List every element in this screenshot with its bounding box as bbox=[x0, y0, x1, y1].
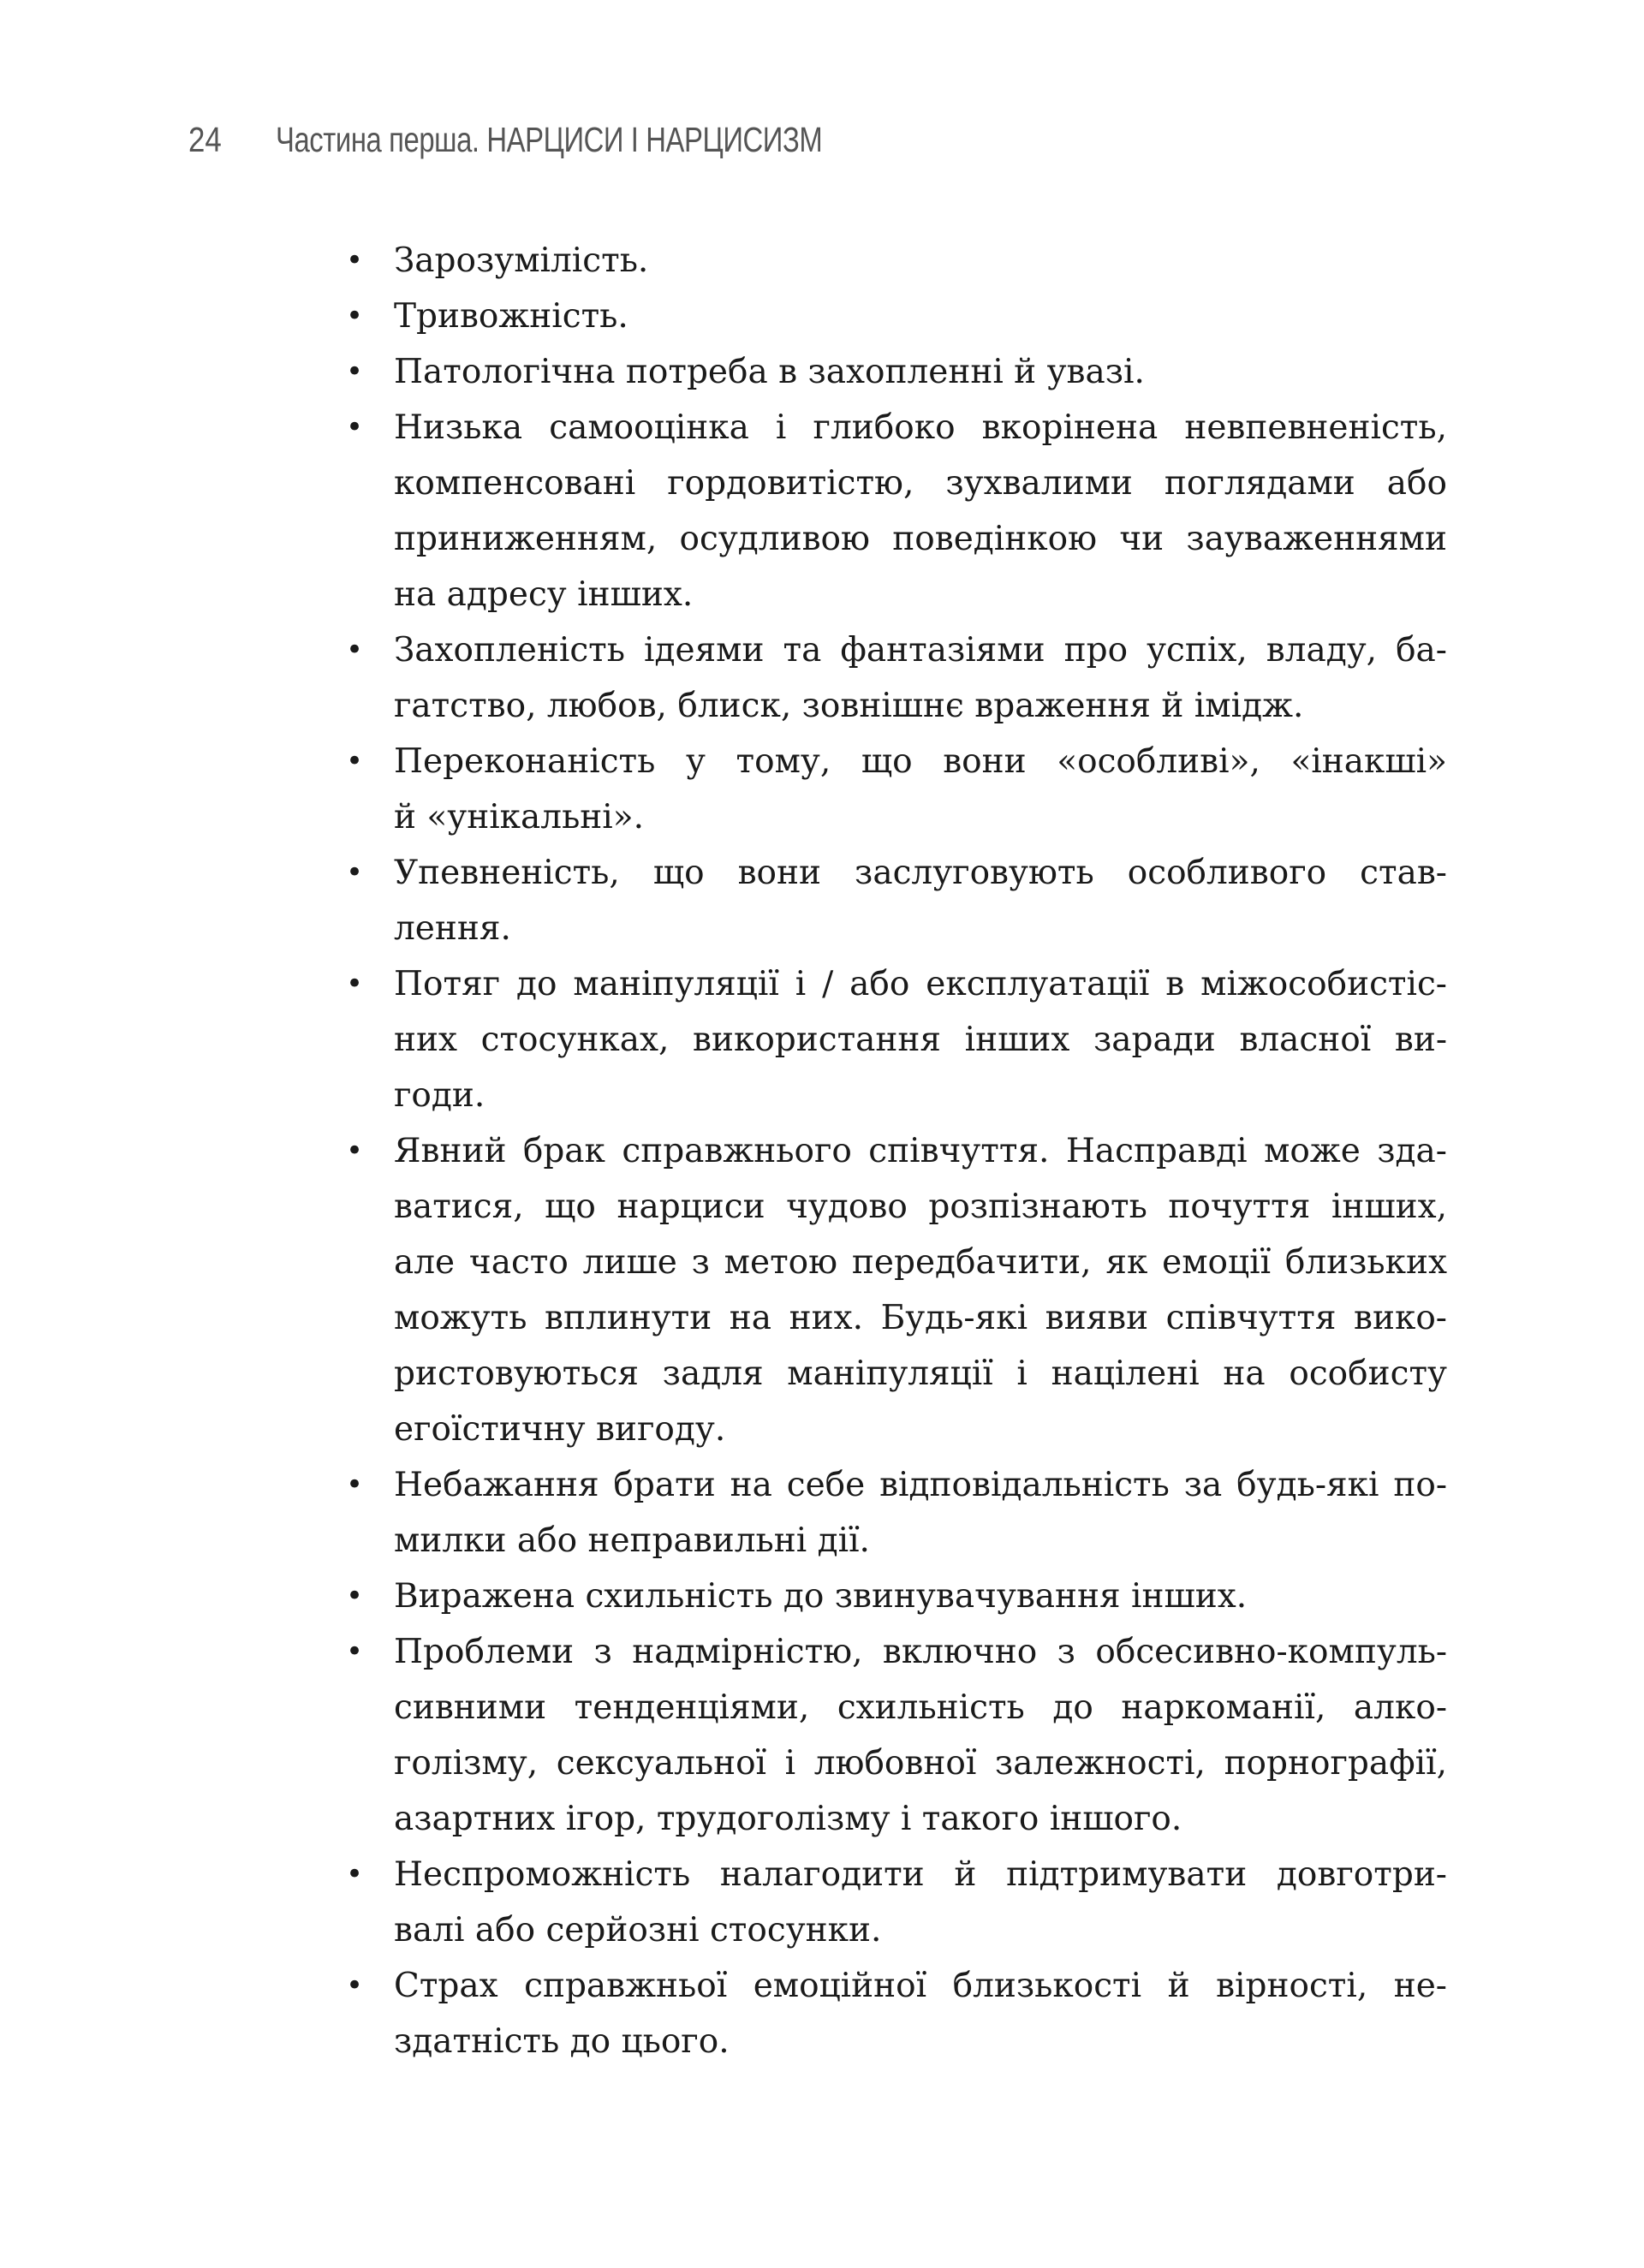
list-item bbox=[346, 1569, 1447, 1624]
list-item-line: Проблеми з надмірністю, включно з обсесивно-компуль- bbox=[394, 1633, 1447, 1671]
list-item-line: годи. bbox=[394, 1076, 485, 1115]
list-item-line: Упевненість, що вони заслуговують особливого став- bbox=[394, 854, 1447, 892]
list-item bbox=[346, 400, 1447, 622]
bullet-icon: • bbox=[346, 1579, 364, 1613]
list-item-line: милки або неправильні дії. bbox=[394, 1521, 870, 1560]
bullet-icon: • bbox=[346, 633, 364, 667]
bullet-icon: • bbox=[346, 354, 364, 389]
list-item-line: голізму, сексуальної і любовної залежності, порнографії, bbox=[394, 1744, 1447, 1783]
page-number: 24 bbox=[188, 120, 222, 159]
list-item bbox=[346, 845, 1447, 956]
list-item bbox=[346, 1958, 1447, 2069]
list-item-line: Неспроможність налагодити й підтримувати довготри- bbox=[394, 1855, 1447, 1894]
list-item bbox=[346, 1457, 1447, 1569]
bullet-icon: • bbox=[346, 1634, 364, 1669]
list-item-line: Потяг до маніпуляції і / або експлуатації в міжособистіс- bbox=[394, 965, 1447, 1003]
list-item-line: компенсовані гордовитістю, зухвалими поглядами або bbox=[394, 464, 1447, 503]
list-item-line: Зарозумілість. bbox=[394, 241, 649, 280]
list-item-line: Захопленість ідеями та фантазіями про успіх, владу, ба- bbox=[394, 631, 1447, 670]
bullet-icon: • bbox=[346, 410, 364, 444]
bullet-icon: • bbox=[346, 855, 364, 890]
list-item bbox=[346, 734, 1447, 845]
list-item-line: Виражена схильність до звинувачування інших. bbox=[394, 1577, 1248, 1616]
bullet-icon: • bbox=[346, 967, 364, 1001]
list-item-line: Явний брак справжнього співчуття. Насправді може зда- bbox=[394, 1132, 1447, 1170]
bullet-icon: • bbox=[346, 1467, 364, 1502]
running-title: Частина перша. НАРЦИСИ І НАРЦИСИЗМ bbox=[276, 120, 823, 159]
list-item-line: здатність до цього. bbox=[394, 2022, 730, 2061]
list-item-line: азартних ігор, трудоголізму і такого іншого. bbox=[394, 1800, 1182, 1838]
list-item-line: Небажання брати на себе відповідальність за будь-які по- bbox=[394, 1466, 1447, 1504]
bullet-icon: • bbox=[346, 299, 364, 333]
list-item-line: й «унікальні». bbox=[394, 798, 645, 836]
list-item bbox=[346, 956, 1447, 1123]
list-item-line: гатство, любов, блиск, зовнішнє враження й імідж. bbox=[394, 687, 1304, 725]
list-item-line: Страх справжньої емоційної близькості й вірності, не- bbox=[394, 1967, 1447, 2005]
list-item-line: сивними тенденціями, схильність до наркоманії, алко- bbox=[394, 1688, 1447, 1727]
list-item-line: Патологічна потреба в захопленні й увазі. bbox=[394, 353, 1145, 391]
list-item bbox=[346, 1123, 1447, 1457]
list-item bbox=[346, 622, 1447, 734]
list-item-line: Низька самооцінка і глибоко вкорінена невпевненість, bbox=[394, 408, 1447, 447]
list-item bbox=[346, 1624, 1447, 1847]
list-item-line: але часто лише з метою передбачити, як емоції близьких bbox=[394, 1243, 1447, 1282]
list-item-line: на адресу інших. bbox=[394, 575, 694, 614]
bullet-icon: • bbox=[346, 1134, 364, 1168]
list-item bbox=[346, 344, 1447, 400]
list-item-line: валі або серйозні стосунки. bbox=[394, 1911, 882, 1950]
list-item-line: Переконаність у тому, що вони «особливі», «інакші» bbox=[394, 742, 1447, 781]
list-item-line: ватися, що нарциси чудово розпізнають почуття інших, bbox=[394, 1188, 1447, 1226]
list-item bbox=[346, 289, 1447, 344]
list-item-line: Тривожність. bbox=[394, 297, 628, 336]
bullet-icon: • bbox=[346, 243, 364, 277]
list-item-line: приниженням, осудливою поведінкою чи зауваженнями bbox=[394, 520, 1447, 558]
bullet-list bbox=[346, 233, 1447, 2069]
list-item-line: можуть вплинути на них. Будь-які вияви співчуття вико- bbox=[394, 1299, 1447, 1337]
bullet-icon: • bbox=[346, 744, 364, 778]
list-item-line: них стосунках, використання інших заради власної ви- bbox=[394, 1021, 1447, 1059]
list-item-line: ристовуються задля маніпуляції і націлені на особисту bbox=[394, 1354, 1447, 1393]
list-item bbox=[346, 233, 1447, 289]
list-item bbox=[346, 1847, 1447, 1958]
bullet-icon: • bbox=[346, 1968, 364, 2003]
bullet-icon: • bbox=[346, 1857, 364, 1891]
list-item-line: лення. bbox=[394, 909, 511, 948]
list-item-line: егоїстичну вигоду. bbox=[394, 1410, 726, 1449]
